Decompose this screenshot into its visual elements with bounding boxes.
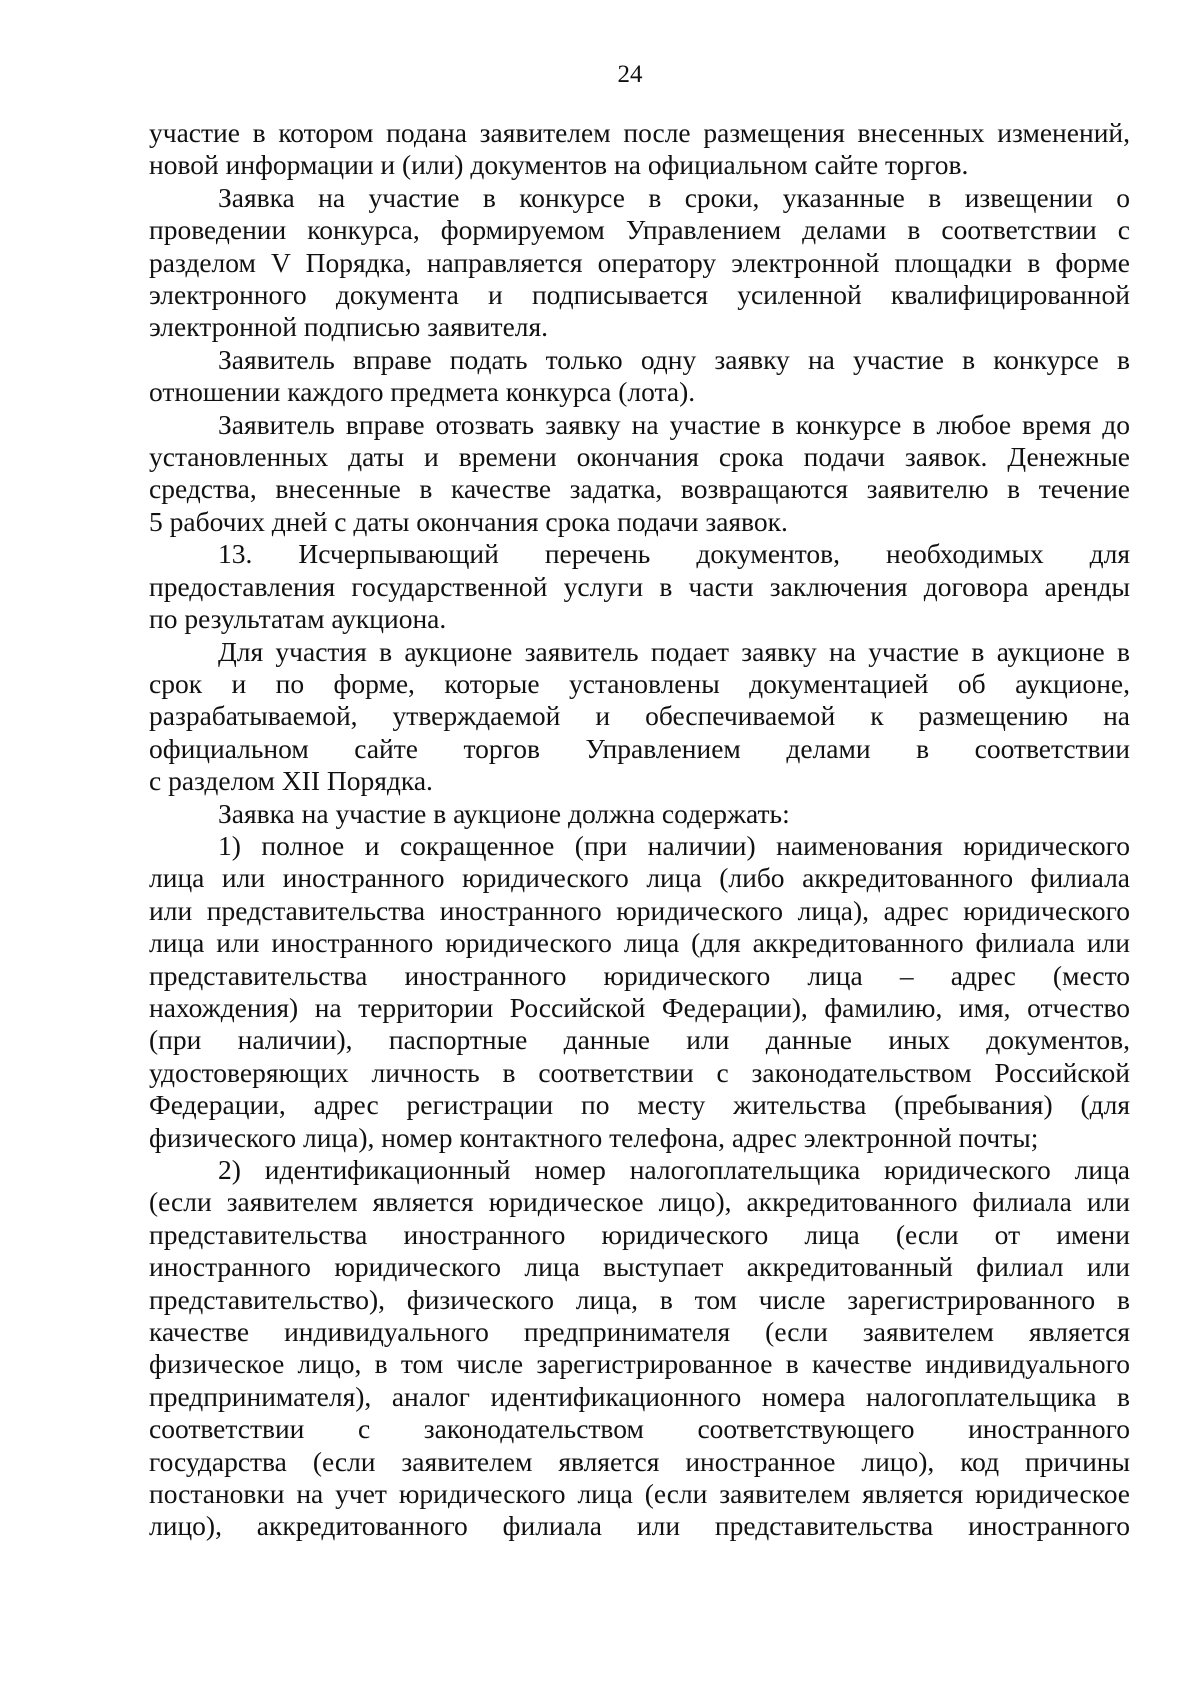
text-line: Заявка на участие в конкурсе в сроки, указанные в извещении о — [218, 181, 1130, 213]
text-line: с разделом XII Порядка. — [149, 765, 433, 797]
text-line: (если заявителем является юридическое лицо), аккредитованного филиала или — [149, 1186, 1130, 1218]
text-line: срок и по форме, которые установлены документацией об аукционе, — [149, 667, 1130, 699]
text-line: представительства иностранного юридического лица – адрес (место — [149, 959, 1130, 991]
text-line: разрабатываемой, утверждаемой и обеспечиваемой к размещению на — [149, 700, 1130, 732]
paragraph — [149, 636, 1130, 798]
text-line: проведении конкурса, формируемом Управлением делами в соответствии с — [149, 214, 1130, 246]
text-line: Федерации, адрес регистрации по месту жительства (пребывания) (для — [149, 1089, 1130, 1121]
text-line: нахождения) на территории Российской Федерации), фамилию, имя, отчество — [149, 991, 1130, 1023]
text-line: или представительства иностранного юридического лица), адрес юридического — [149, 894, 1130, 926]
text-line: представительство), физического лица, в том числе зарегистрированного в — [149, 1283, 1130, 1315]
document-body — [149, 117, 1130, 1543]
text-line: предпринимателя), аналог идентификационного номера налогоплательщика в — [149, 1380, 1130, 1412]
paragraph — [149, 182, 1130, 344]
text-line: удостоверяющих личность в соответствии с законодательством Российской — [149, 1056, 1130, 1088]
text-line: Заявитель вправе отозвать заявку на участие в конкурсе в любое время до — [218, 408, 1130, 440]
text-line: Для участия в аукционе заявитель подает заявку на участие в аукционе в — [218, 635, 1130, 667]
text-line: государства (если заявителем является иностранное лицо), код причины — [149, 1445, 1130, 1477]
text-line: электронного документа и подписывается усиленной квалифицированной — [149, 279, 1130, 311]
text-line: соответствии с законодательством соответствующего иностранного — [149, 1413, 1130, 1445]
text-line: официальном сайте торгов Управлением делами в соответствии — [149, 732, 1130, 764]
paragraph — [149, 409, 1130, 539]
paragraph — [149, 344, 1130, 409]
text-line: средства, внесенные в качестве задатка, возвращаются заявителю в течение — [149, 473, 1130, 505]
text-line: разделом V Порядка, направляется оператору электронной площадки в форме — [149, 246, 1130, 278]
text-line: 2) идентификационный номер налогоплательщика юридического лица — [218, 1154, 1130, 1185]
text-line: Заявка на участие в аукционе должна содержать: — [218, 797, 790, 829]
paragraph — [149, 538, 1130, 635]
text-line: физического лица), номер контактного телефона, адрес электронной почты; — [149, 1121, 1039, 1153]
paragraph — [149, 798, 1130, 830]
text-line: иностранного юридического лица выступает аккредитованный филиал или — [149, 1251, 1130, 1283]
text-line: установленных даты и времени окончания срока подачи заявок. Денежные — [149, 441, 1130, 473]
text-line: электронной подписью заявителя. — [149, 311, 549, 343]
paragraph — [149, 117, 1130, 182]
paragraph — [149, 830, 1130, 1154]
page-number: 24 — [617, 61, 643, 88]
text-line: качестве индивидуального предпринимателя (если заявителем является — [149, 1316, 1130, 1348]
text-line: физическое лицо, в том числе зарегистрированное в качестве индивидуального — [149, 1348, 1130, 1380]
text-line: предоставления государственной услуги в части заключения договора аренды — [149, 570, 1130, 602]
paragraph — [149, 1154, 1130, 1543]
text-line: лица или иностранного юридического лица (для аккредитованного филиала или — [149, 927, 1130, 959]
text-line: по результатам аукциона. — [149, 603, 447, 635]
text-line: (при наличии), паспортные данные или данные иных документов, — [149, 1024, 1130, 1056]
text-line: новой информации и (или) документов на официальном сайте торгов. — [149, 149, 969, 181]
text-line: лица или иностранного юридического лица (либо аккредитованного филиала — [149, 862, 1130, 894]
text-line: 1) полное и сокращенное (при наличии) наименования юридического — [218, 829, 1130, 861]
text-line: 5 рабочих дней с даты окончания срока подачи заявок. — [149, 505, 788, 537]
text-line: отношении каждого предмета конкурса (лота). — [149, 376, 696, 408]
text-line: Заявитель вправе подать только одну заявку на участие в конкурсе в — [218, 343, 1130, 375]
text-line: постановки на учет юридического лица (если заявителем является юридическое — [149, 1478, 1130, 1510]
text-line: 13. Исчерпывающий перечень документов, необходимых для — [218, 538, 1130, 570]
text-line: участие в котором подана заявителем после размещения внесенных изменений, — [149, 117, 1130, 148]
text-line: лицо), аккредитованного филиала или представительства иностранного — [149, 1510, 1130, 1542]
text-line: представительства иностранного юридического лица (если от имени — [149, 1218, 1130, 1250]
